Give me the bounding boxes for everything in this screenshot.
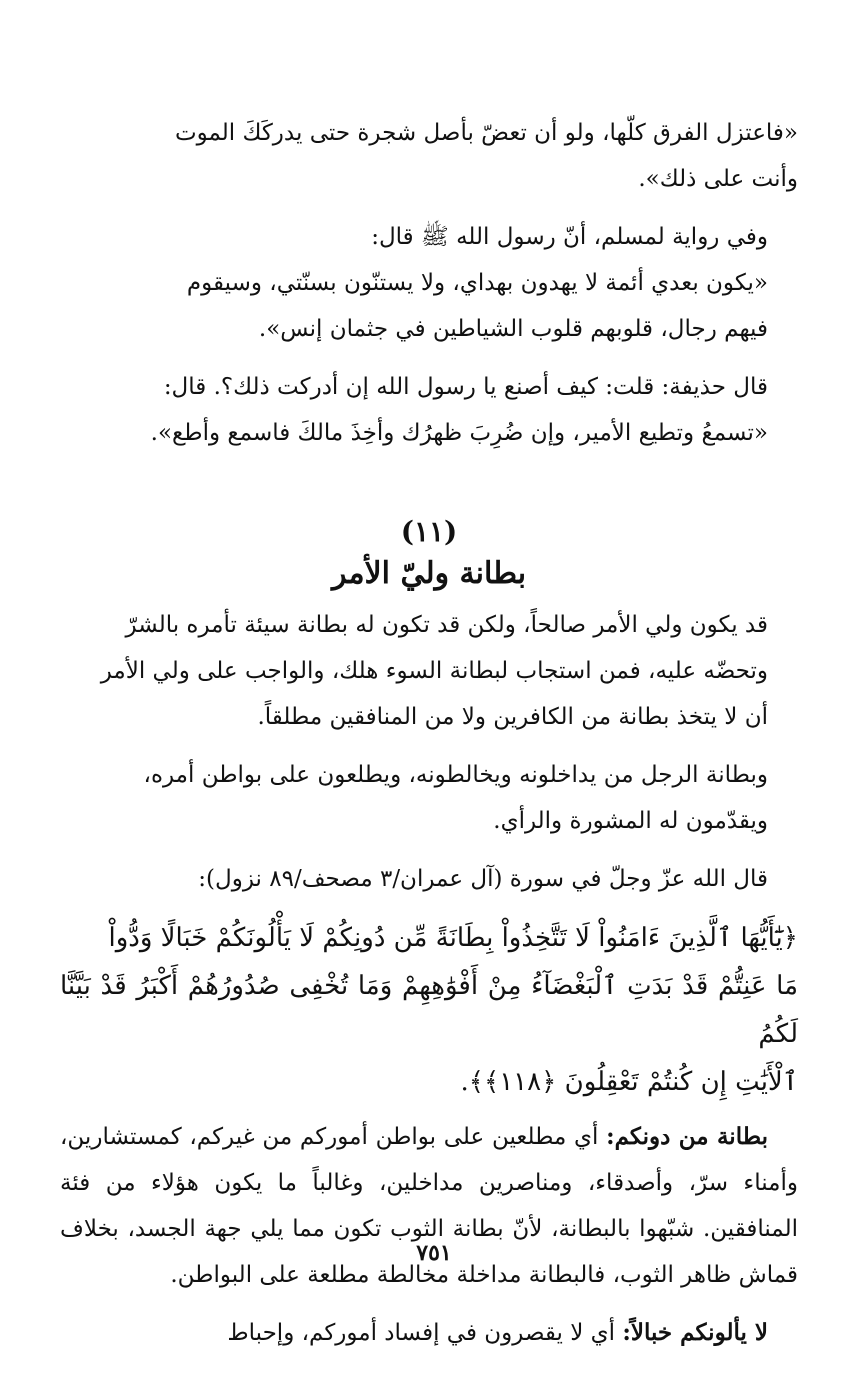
definition-1 xyxy=(60,1114,798,1298)
section-number: (١١) xyxy=(400,515,458,548)
text-line: «فاعتزل الفرق كلّها، ولو أن تعضّ بأصل شجرة حتى يدركَكَ الموت xyxy=(174,120,798,146)
page-body xyxy=(60,110,798,1368)
definition-text: أي مطلعين على بواطن أموركم من غيركم، كمستشارين، وأمناء سرّ، وأصدقاء، ومناصرين مداخلين، وغالباً ما يكون هؤلاء من فئة المنافقين. شبّهوا بالبطانة، لأنّ بطانة الثوب تكون مما يلي جهة الجسد، بخلاف قماش ظاهر الثوب، فالبطانة مداخلة مخالطة مطلعة على البواطن. xyxy=(60,1124,798,1288)
verse-line: مَا عَنِتُّمْ قَدْ بَدَتِ ٱلْبَغْضَآءُ مِنْ أَفْوَٰهِهِمْ وَمَا تُخْفِى صُدُورُهُمْ أَكْبَرُ قَدْ بَيَّنَّا لَكُمُ xyxy=(60,971,798,1049)
text-line: ويقدّمون له المشورة والرأي. xyxy=(493,808,768,834)
hadith-paragraph-1 xyxy=(60,110,798,202)
verse-line: ٱلْأَيَٰتِ إِن كُنتُمْ تَعْقِلُونَ ﴿١١٨﴾﴾. xyxy=(460,1067,798,1097)
text-line: «تسمعُ وتطيع الأمير، وإن ضُرِبَ ظهرُك وأخِذَ مالكَ فاسمع وأطع». xyxy=(150,420,768,446)
hadith-paragraph-3 xyxy=(60,364,798,456)
quran-intro xyxy=(60,856,798,902)
definition-2 xyxy=(60,1310,798,1356)
page-number: ٧٥١ xyxy=(416,1240,452,1266)
text-line: فيهم رجال، قلوبهم قلوب الشياطين في جثمان إنس». xyxy=(258,316,768,342)
section-title: بطانة وليّ الأمر xyxy=(331,556,527,591)
hadith-paragraph-2 xyxy=(60,214,798,352)
body-paragraph-1 xyxy=(60,602,798,740)
quran-verse xyxy=(60,914,798,1106)
text-line: قال الله عزّ وجلّ في سورة (آل عمران/٣ مصحف/٨٩ نزول): xyxy=(198,866,768,892)
definition-term: بطانة من دونكم: xyxy=(606,1123,768,1150)
text-line: أن لا يتخذ بطانة من الكافرين ولا من المنافقين مطلقاً. xyxy=(257,704,768,730)
text-line: قد يكون ولي الأمر صالحاً، ولكن قد تكون له بطانة سيئة تأمره بالشرّ xyxy=(125,612,768,638)
text-line: وتحضّه عليه، فمن استجاب لبطانة السوء هلك، والواجب على ولي الأمر xyxy=(100,658,768,684)
text-line: وأنت على ذلك». xyxy=(638,166,798,192)
section-heading xyxy=(60,512,798,596)
verse-line: ﴿يَٰٓأَيُّهَا ٱلَّذِينَ ءَامَنُواْ لَا تَتَّخِذُواْ بِطَانَةً مِّن دُونِكُمْ لَا يَأْلُونَكُمْ خَبَالًا وَدُّواْ xyxy=(108,923,798,953)
text-line: قال حذيفة: قلت: كيف أصنع يا رسول الله إن أدركت ذلك؟. قال: xyxy=(163,374,768,400)
definition-term: لا يألونكم خبالاً: xyxy=(622,1319,768,1346)
definition-text: أي لا يقصرون في إفساد أموركم، وإحباط xyxy=(227,1320,616,1346)
text-line: وبطانة الرجل من يداخلونه ويخالطونه، ويطلعون على بواطن أمره، xyxy=(143,762,768,788)
text-line: وفي رواية لمسلم، أنّ رسول الله ﷺ قال: xyxy=(371,224,768,250)
body-paragraph-2 xyxy=(60,752,798,844)
text-line: «يكون بعدي أئمة لا يهدون بهداي، ولا يستنّون بسنّتي، وسيقوم xyxy=(186,270,768,296)
